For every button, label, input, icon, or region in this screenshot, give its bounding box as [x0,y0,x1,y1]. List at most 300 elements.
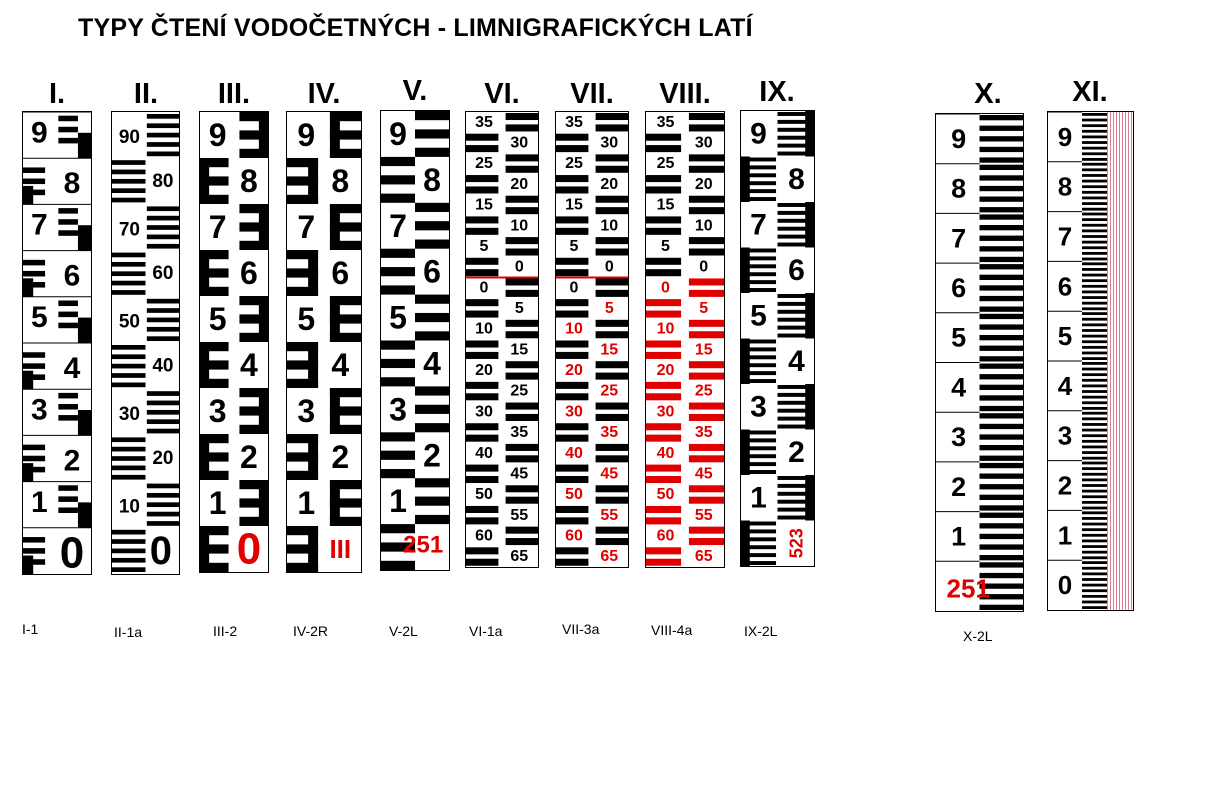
scale-mark [1082,584,1108,587]
scale-label: 5 [661,237,670,255]
staff-viii [645,111,725,568]
scale-mark [1082,357,1108,360]
scale-mark [239,296,268,305]
scale-mark [1082,252,1108,255]
scale-mark [239,406,268,415]
scale-label: 10 [565,320,583,338]
scale-label: 7 [30,208,48,242]
scale-mark [381,267,415,276]
scale-mark [239,241,268,250]
scale-mark [147,123,179,128]
scale-mark [330,406,361,415]
scale-mark [506,124,538,131]
scale-mark [980,285,1024,290]
scale-mark [556,299,588,306]
scale-label: 20 [510,175,529,193]
scale-label: 45 [694,465,713,483]
scale-label: 9 [208,117,227,153]
scale-mark [330,222,361,231]
staff-i [22,111,92,575]
scale-mark [1082,379,1108,382]
scale-mark [506,320,538,327]
scale-label: 4 [951,372,967,403]
scale-label: 9 [30,116,48,150]
scale-label: 3 [208,393,227,429]
scale-mark [646,352,681,359]
scale-mark [23,260,45,266]
scale-mark [556,506,588,513]
caption-staff-iv: IV-2R [293,623,329,639]
scale-mark [112,253,146,258]
scale-mark [112,179,146,184]
scale-label: 60 [475,527,493,545]
scale-label: 30 [656,403,675,421]
scale-label: 5 [479,237,489,255]
scale-mark [330,149,361,158]
scale-mark [381,377,415,386]
scale-label: 15 [694,341,713,359]
caption-staff-i: I-1 [22,621,39,637]
scale-mark [330,498,361,507]
scale-mark [415,515,449,524]
scale-label: 65 [694,548,713,566]
scale-mark [23,271,45,277]
scale-mark [1082,124,1108,127]
scale-mark [147,299,179,304]
scale-mark [466,258,498,265]
scale-label: 1 [951,521,967,552]
scale-mark [147,216,179,221]
scale-mark [78,133,91,158]
scale-mark [330,480,361,489]
scale-mark [1082,262,1108,265]
scale-mark [466,547,498,554]
scale-mark [1082,473,1108,476]
scale-mark [980,126,1024,131]
scale-mark [980,296,1024,301]
scale-label: 6 [423,253,441,290]
scale-mark [112,364,146,369]
scale-mark [1082,362,1108,365]
scale-mark [112,539,146,544]
header-staff-i: I. [48,78,66,110]
scale-label: 8 [423,161,441,198]
scale-mark [287,563,318,572]
scale-mark [200,544,229,553]
scale-mark [466,216,498,223]
scale-mark [112,466,146,471]
scale-mark [287,287,318,296]
scale-mark [200,360,229,369]
scale-mark [239,333,268,342]
scale-label: 5 [951,322,967,353]
scale-label: 1 [30,485,48,519]
scale-mark [1082,147,1108,150]
scale-mark [147,429,179,434]
scale-mark [415,129,449,138]
scale-mark [1082,523,1108,526]
scale-mark [741,430,750,476]
scale-mark [330,296,361,305]
scale-mark [1082,578,1108,581]
scale-mark [1082,291,1108,294]
scale-label: 4 [1057,370,1073,401]
scale-label: 2 [423,437,441,474]
scale-mark [23,179,45,185]
scale-mark [147,235,179,240]
scale-mark [596,124,628,131]
scale-mark [147,484,179,489]
scale-mark [646,382,681,389]
scale-mark [596,113,628,120]
scale-label: 5 [1057,321,1073,352]
scale-mark [1082,467,1108,470]
scale-mark [646,465,681,472]
scale-label: 25 [475,155,493,173]
scale-mark [1082,390,1108,393]
staff-vi [465,111,539,568]
scale-mark [381,157,415,166]
scale-mark [646,423,681,430]
scale-label: 1 [297,485,316,521]
scale-label: 4 [423,345,441,382]
staff-iv [286,111,362,573]
scale-mark [980,395,1024,400]
scale-mark [980,523,1024,528]
scale-label: 9 [750,117,767,151]
staff-ii-graphic [112,112,179,574]
scale-mark [646,393,681,400]
scale-mark [689,237,724,244]
scale-label: 35 [694,424,713,442]
staff-vi-graphic [466,112,538,567]
scale-mark [980,555,1024,560]
scale-mark [287,434,318,443]
scale-mark [147,318,179,323]
scale-mark [466,423,498,430]
scale-mark [689,196,724,203]
scale-mark [287,268,318,277]
scale-mark [415,331,449,340]
scale-mark [381,194,415,203]
scale-mark [1082,540,1108,543]
scale-label: 6 [331,255,350,291]
scale-mark [1082,180,1108,183]
scale-label: 1 [1057,520,1073,551]
staff-xi [1047,111,1134,611]
scale-label: 9 [1057,121,1073,152]
scale-label: 60 [152,263,174,285]
scale-mark [1082,495,1108,498]
scale-mark [200,158,229,167]
scale-label: 0 [236,524,262,572]
scale-mark [1082,174,1108,177]
scale-mark [23,445,45,451]
header-staff-vii: VII. [570,78,614,110]
scale-mark [239,480,268,489]
scale-mark [1082,279,1108,282]
scale-mark [1082,307,1108,310]
caption-staff-v: V-2L [389,623,418,639]
scale-mark [147,142,179,147]
staff-x [935,113,1024,612]
scale-mark [1082,163,1108,166]
scale-mark [330,314,361,323]
scale-label: 0 [699,258,709,276]
scale-mark [415,313,449,322]
scale-mark [23,363,45,369]
scale-mark [1082,235,1108,238]
scale-mark [556,311,588,318]
scale-mark [381,451,415,460]
scale-mark [506,373,538,380]
scale-mark [646,517,681,524]
scale-mark [980,605,1024,610]
scale-mark [78,225,91,250]
scale-mark [1082,258,1108,261]
scale-mark [23,352,45,358]
scale-mark [506,527,538,534]
scale-mark [689,124,724,131]
scale-label: 8 [331,163,350,199]
scale-label: 55 [600,506,619,524]
staff-x-graphic [936,114,1023,611]
scale-mark [646,506,681,513]
scale-mark [646,186,681,193]
scale-label: 40 [475,444,493,462]
scale-mark [466,476,498,483]
scale-label: 5 [389,299,407,336]
scale-mark [980,424,1024,429]
scale-mark [556,134,588,141]
scale-mark [596,414,628,421]
scale-mark [1082,606,1108,609]
scale-label: 2 [951,471,967,502]
scale-mark [596,320,628,327]
scale-label: 45 [510,465,529,483]
scale-label: 6 [1057,271,1073,302]
scale-mark [1082,323,1108,326]
scale-mark [466,269,498,276]
scale-label: 30 [510,134,529,152]
scale-mark [1082,158,1108,161]
scale-label: 0 [569,279,579,297]
scale-label: 25 [656,155,675,173]
scale-mark [556,547,588,554]
scale-mark [980,214,1024,219]
scale-mark [466,517,498,524]
scale-label: 35 [656,113,675,131]
scale-label: 5 [750,299,767,333]
staff-i-graphic [23,112,91,574]
scale-mark [556,216,588,223]
scale-mark [805,384,814,430]
scale-mark [78,318,91,343]
scale-mark [596,538,628,545]
scale-mark [58,230,78,236]
caption-staff-ix: IX-2L [744,623,778,639]
scale-label: 10 [600,217,619,235]
scale-mark [466,134,498,141]
scale-mark [147,225,179,230]
staff-iii [199,111,269,573]
header-staff-iii: III. [217,78,251,110]
scale-mark [556,145,588,152]
scale-label: 55 [510,506,529,524]
scale-mark [596,166,628,173]
scale-label: 50 [565,486,583,504]
scale-mark [980,324,1024,329]
scale-mark [1082,517,1108,520]
scale-mark [466,145,498,152]
scale-label: 5 [699,299,709,317]
scale-mark [556,175,588,182]
scale-mark [596,361,628,368]
scale-mark [741,339,750,385]
scale-label: 5 [208,301,227,337]
scale-mark [1082,401,1108,404]
scale-mark [1082,407,1108,410]
scale-label: 50 [475,486,493,504]
scale-mark [381,561,415,570]
scale-label: 10 [510,217,529,235]
scale-mark [506,166,538,173]
scale-mark [556,186,588,193]
scale-mark [1082,141,1108,144]
scale-mark [239,314,268,323]
scale-mark [1082,490,1108,493]
scale-mark [239,222,268,231]
scale-mark [287,452,318,461]
scale-mark [689,154,724,161]
scale-mark [58,116,78,122]
scale-mark [506,444,538,451]
scale-label: 40 [656,444,675,462]
scale-label: 30 [600,134,619,152]
scale-mark [980,147,1024,152]
scale-mark [1082,274,1108,277]
scale-mark [689,414,724,421]
scale-label: 5 [514,299,524,317]
staff-v [380,110,450,571]
scale-mark [415,148,449,157]
scale-label: 2 [1057,470,1073,501]
caption-staff-iii: III-2 [213,623,238,639]
scale-mark [147,308,179,313]
scale-mark [980,346,1024,351]
scale-mark [415,386,449,395]
scale-mark [689,527,724,534]
scale-mark [980,197,1024,202]
scale-mark [646,547,681,554]
scale-label: 4 [331,347,350,383]
scale-mark [1082,446,1108,449]
scale-label: 20 [656,362,675,380]
scale-label: 15 [565,196,583,214]
scale-mark [689,538,724,545]
scale-mark [980,374,1024,379]
scale-mark [1082,528,1108,531]
scale-mark [23,167,45,173]
scale-mark [980,246,1024,251]
scale-label: 7 [750,208,767,242]
scale-mark [1082,462,1108,465]
scale-mark [1082,152,1108,155]
scale-label: 40 [565,444,583,462]
scale-label: 45 [600,465,619,483]
scale-mark [112,271,146,276]
scale-label: 30 [694,134,713,152]
scale-mark [689,361,724,368]
scale-mark [980,157,1024,162]
scale-mark [1082,197,1108,200]
scale-mark [330,333,361,342]
scale-mark [23,278,33,296]
scale-mark [689,249,724,256]
scale-mark [415,478,449,487]
caption-staff-ii: II-1a [114,624,143,640]
scale-mark [112,188,146,193]
scale-mark [330,388,361,397]
scale-mark [1082,213,1108,216]
scale-mark [58,323,78,329]
scale-mark [980,175,1024,180]
scale-mark [506,455,538,462]
scale-mark [147,114,179,119]
scale-mark [646,134,681,141]
scale-mark [287,342,318,351]
scale-label: 3 [951,422,967,453]
scale-mark [147,327,179,332]
scale-mark [1082,241,1108,244]
scale-mark [1082,346,1108,349]
scale-label: 20 [475,362,493,380]
scale-mark [1082,329,1108,332]
scale-mark [58,415,78,421]
scale-label: 8 [63,167,81,201]
header-staff-ix: IX. [759,76,795,108]
scale-mark [112,558,146,563]
scale-mark [415,111,449,120]
scale-mark [689,278,724,285]
scale-mark [239,149,268,158]
scale-mark [147,244,179,249]
scale-mark [689,320,724,327]
scale-mark [1082,545,1108,548]
scale-mark [415,221,449,230]
scale-mark [112,373,146,378]
scale-mark [200,379,229,388]
scale-mark [58,404,78,410]
scale-mark [1082,224,1108,227]
scale-label: 3 [389,391,407,428]
scale-mark [287,176,318,185]
scale-mark [330,130,361,139]
scale-mark [287,544,318,553]
scale-mark [112,383,146,388]
scale-mark [596,249,628,256]
scale-mark [980,505,1024,510]
scale-mark [1082,434,1108,437]
scale-mark [466,175,498,182]
scale-mark [805,111,814,157]
scale-mark [147,521,179,526]
scale-label: 2 [240,439,258,475]
scale-mark [506,485,538,492]
scale-mark [1082,246,1108,249]
scale-mark [596,196,628,203]
scale-mark [689,497,724,504]
